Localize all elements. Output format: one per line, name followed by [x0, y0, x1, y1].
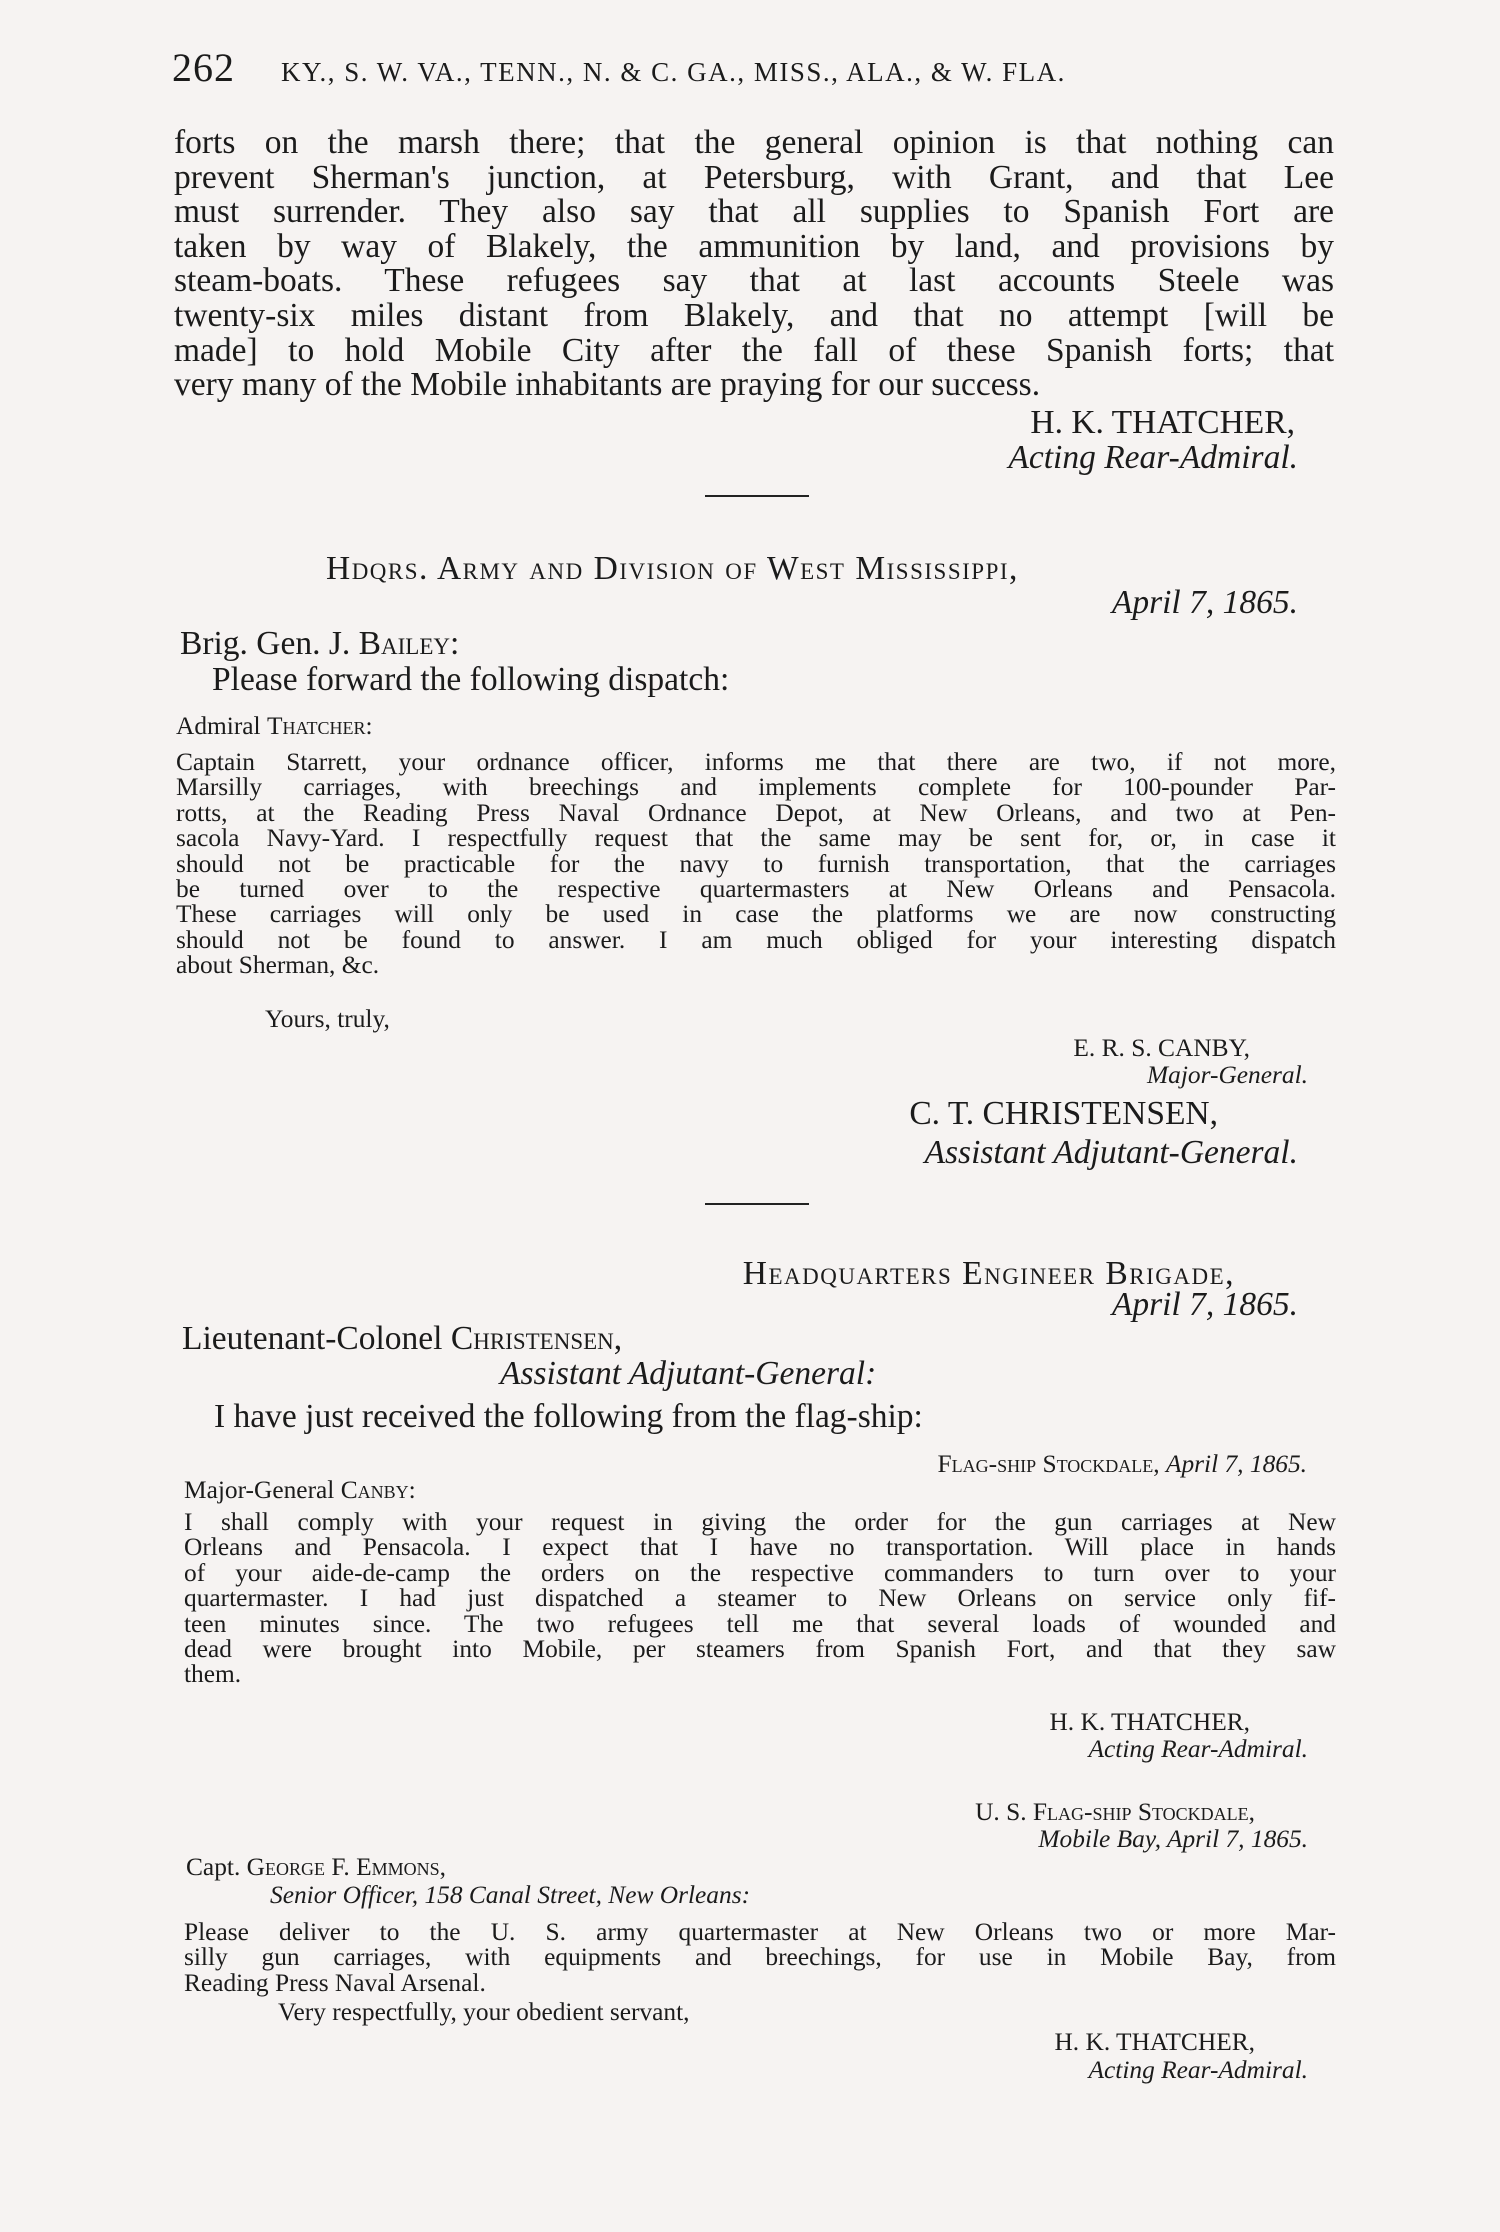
text-line: be turned over to the respective quartermasters at New Orleans and Pensacola. [176, 875, 1336, 904]
letter-heading: Headquarters Engineer Brigade, [742, 1255, 1235, 1292]
section-divider [705, 1203, 809, 1205]
page-header [172, 44, 1352, 91]
addressee: Capt. George F. Emmons, [186, 1853, 446, 1881]
text-line: must surrender. They also say that all supplies to Spanish Fort are [174, 193, 1334, 231]
text-line: sacola Navy-Yard. I respectfully request that the same may be sent for, or, in case it [176, 824, 1336, 853]
text-line: very many of the Mobile inhabitants are praying for our success. [174, 366, 1041, 404]
closing: Yours, truly, [265, 1005, 390, 1033]
signature-name: H. K. THATCHER, [1054, 2028, 1255, 2056]
inner-dispatch-dateline: Flag-ship Stockdale, April 7, 1865. [937, 1450, 1307, 1478]
text-line: taken by way of Blakely, the ammunition by land, and provisions by [174, 227, 1334, 265]
text-line: should not be found to answer. I am much obliged for your interesting dispatch [176, 925, 1336, 954]
signature-title: Acting Rear-Admiral. [1088, 2056, 1308, 2084]
forward-request: Please forward the following dispatch: [212, 661, 730, 698]
running-head: KY., S. W. VA., TENN., N. & C. GA., MISS., ALA., & W. FLA. [281, 57, 1066, 87]
text-line: them. [184, 1660, 242, 1689]
signature-name: C. T. CHRISTENSEN, [909, 1095, 1218, 1132]
letter-heading: U. S. Flag-ship Stockdale, [975, 1798, 1255, 1826]
text-line: quartermaster. I had just dispatched a steamer to New Orleans on service only fif- [184, 1584, 1336, 1613]
text-line: steam-boats. These refugees say that at last accounts Steele was [174, 262, 1334, 300]
closing: Very respectfully, your obedient servant, [278, 1998, 690, 2026]
letter-date: April 7, 1865. [1111, 584, 1298, 621]
text-line: twenty-six miles distant from Blakely, and that no attempt [will be [174, 296, 1334, 334]
text-line: made] to hold Mobile City after the fall of these Spanish forts; that [174, 331, 1334, 369]
text-line: of your aide-de-camp the orders on the respective commanders to turn over to your [184, 1558, 1336, 1587]
text-line: should not be practicable for the navy to furnish transportation, that the carriages [176, 849, 1336, 878]
inner-dispatch-paragraph [184, 1510, 1336, 1688]
section-divider [705, 495, 809, 497]
signature-title: Acting Rear-Admiral. [1088, 1735, 1308, 1763]
addressee: Lieutenant-Colonel Christensen, [182, 1320, 623, 1357]
addressee-title: Senior Officer, 158 Canal Street, New Orleans: [270, 1881, 751, 1909]
text-line: silly gun carriages, with equipments and breechings, for use in Mobile Bay, from [184, 1943, 1336, 1972]
text-line: Captain Starrett, your ordnance officer, informs me that there are two, if not more, [176, 748, 1336, 776]
letter-date: April 7, 1865. [1111, 1286, 1298, 1323]
signature-title: Major-General. [1147, 1061, 1308, 1089]
signature-name: E. R. S. CANBY, [1073, 1034, 1250, 1062]
text-line: I shall comply with your request in giving the order for the gun carriages at New [184, 1508, 1336, 1536]
text-line: Orleans and Pensacola. I expect that I have no transportation. Will place in hands [184, 1533, 1336, 1562]
text-line: Reading Press Naval Arsenal. [184, 1968, 486, 1997]
text-line: forts on the marsh there; that the general opinion is that nothing can [174, 124, 1334, 161]
text-line: Marsilly carriages, with breechings and implements complete for 100-pounder Par- [176, 773, 1336, 802]
text-line: prevent Sherman's junction, at Petersburg, with Grant, and that Lee [174, 158, 1334, 196]
text-line: rotts, at the Reading Press Naval Ordnance Depot, at New Orleans, and two at Pen- [176, 798, 1336, 827]
signature-title: Acting Rear-Admiral. [1008, 439, 1298, 476]
text-line: dead were brought into Mobile, per steamers from Spanish Fort, and that they saw [184, 1635, 1336, 1664]
text-line: These carriages will only be used in case the platforms we are now constructing [176, 900, 1336, 929]
text-line: teen minutes since. The two refugees tell me that several loads of wounded and [184, 1609, 1336, 1638]
text-line: about Sherman, &c. [176, 951, 380, 980]
page-number: 262 [172, 45, 235, 90]
inner-addressee: Major-General Canby: [184, 1476, 416, 1504]
addressee: Brig. Gen. J. Bailey: [180, 625, 460, 662]
addressee-title: Assistant Adjutant-General: [500, 1355, 877, 1392]
letter-paragraph [184, 1920, 1336, 1996]
inner-dispatch-paragraph [176, 750, 1336, 979]
letter-date: Mobile Bay, April 7, 1865. [1038, 1825, 1308, 1853]
letter-heading: Hdqrs. Army and Division of West Mississippi, [326, 550, 1019, 587]
signature-name: H. K. THATCHER, [1030, 404, 1295, 441]
text-line: Please deliver to the U. S. army quartermaster at New Orleans two or more Mar- [184, 1918, 1336, 1946]
received-note: I have just received the following from the flag-ship: [214, 1398, 923, 1435]
signature-name: H. K. THATCHER, [1049, 1708, 1250, 1736]
signature-title: Assistant Adjutant-General. [924, 1134, 1298, 1171]
inner-addressee: Admiral Thatcher: [176, 712, 373, 740]
continuation-paragraph [174, 126, 1334, 403]
